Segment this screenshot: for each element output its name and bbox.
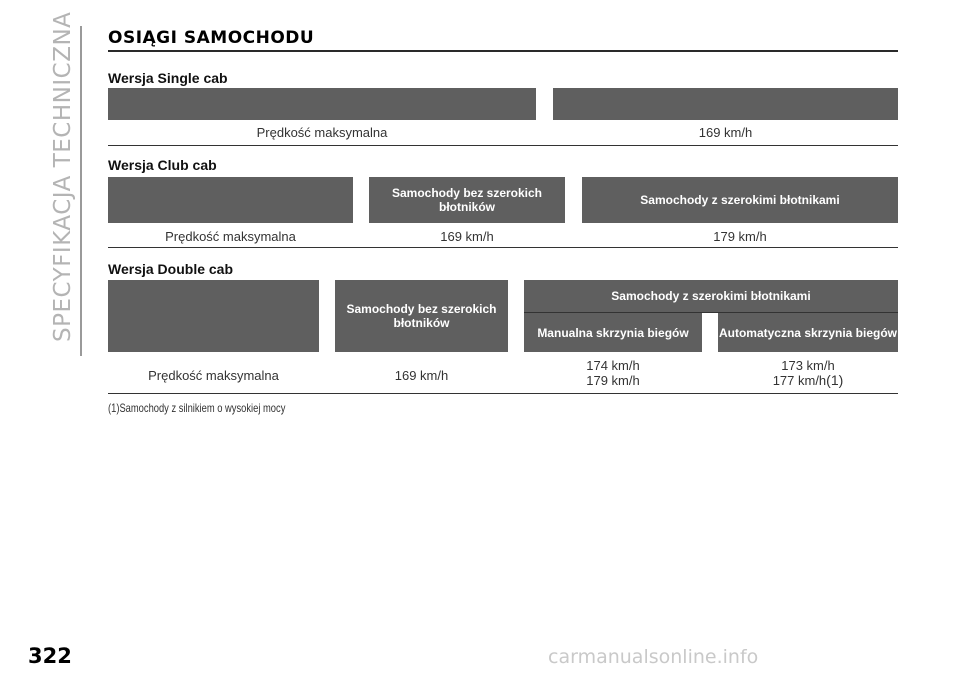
double-header-auto: Automatyczna skrzynia biegów [718,313,898,352]
side-divider [80,26,82,356]
title-rule [108,50,898,52]
double-value-manual-2: 179 km/h [586,373,640,388]
double-header-label-cell [108,280,319,352]
double-cab-heading: Wersja Double cab [108,261,234,277]
double-value-auto-1: 173 km/h [781,358,835,373]
watermark: carmanualsonline.info [548,646,759,668]
club-value-narrow: 169 km/h [440,229,494,244]
section-side-title: SPECYFIKACJA TECHNICZNA [50,11,76,342]
double-value-auto [718,358,898,388]
club-cab-heading: Wersja Club cab [108,157,217,173]
single-header-label-cell [108,88,536,120]
club-value-wide: 179 km/h [713,229,767,244]
double-value-manual-1: 174 km/h [586,358,640,373]
club-header-label-cell [108,177,353,223]
double-row-label: Prędkość maksymalna [148,368,279,383]
double-value-narrow: 169 km/h [394,368,449,383]
single-value: 169 km/h [698,125,753,140]
club-table-rule [108,247,898,248]
double-header-manual: Manualna skrzynia biegów [524,313,702,352]
footnote-marker: (1) [826,372,844,388]
club-header-wide: Samochody z szerokimi błotnikami [582,177,898,223]
single-header-value-cell [553,88,898,120]
single-cab-heading: Wersja Single cab [108,70,228,86]
single-row-label: Prędkość maksymalna [256,125,388,140]
double-table-rule [108,393,898,394]
page-number: 322 [28,644,72,668]
page-title: OSIĄGI SAMOCHODU [108,28,315,48]
club-header-narrow: Samochody bez szerokich błotników [369,177,565,223]
single-table-rule [108,145,898,146]
club-row-label: Prędkość maksymalna [165,229,296,244]
double-value-manual [524,358,702,388]
footnote: (1)Samochody z silnikiem o wysokiej mocy [108,401,286,415]
double-header-wide: Samochody z szerokimi błotnikami [524,280,898,312]
double-header-narrow: Samochody bez szerokich błotników [335,280,508,352]
double-value-auto-2: 177 km/h [772,373,827,388]
double-value-auto-2-line [718,373,898,388]
